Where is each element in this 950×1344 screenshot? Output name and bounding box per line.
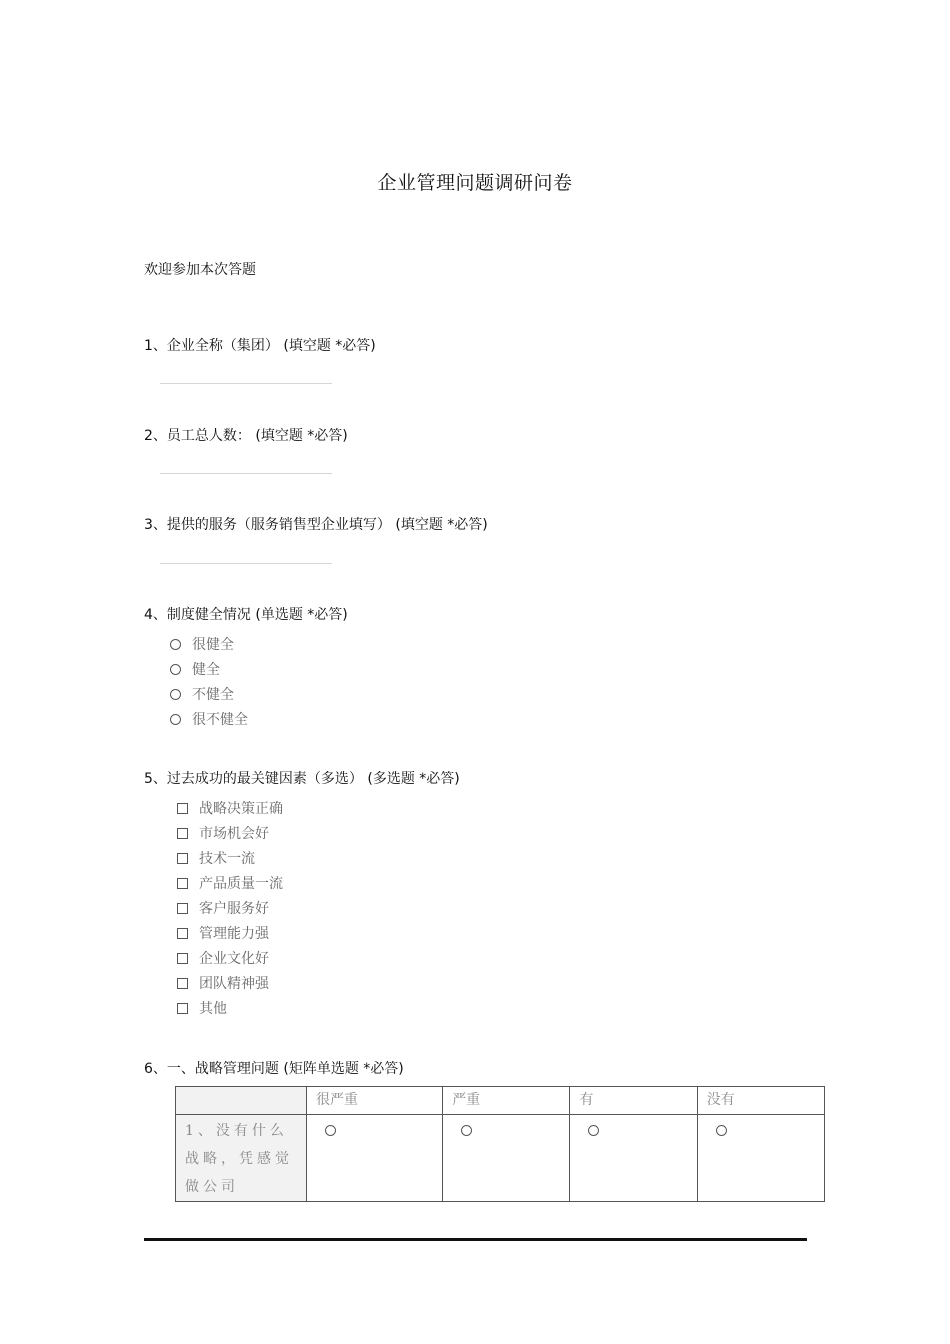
radio-option[interactable]	[170, 633, 248, 658]
radio-circle-icon[interactable]	[716, 1125, 727, 1136]
checkbox-option[interactable]	[177, 972, 283, 997]
checkbox-option-label: 管理能力强	[199, 926, 269, 942]
checkbox-icon[interactable]	[177, 828, 188, 839]
radio-option[interactable]	[170, 658, 248, 683]
matrix-column-header: 严重	[443, 1087, 570, 1115]
checkbox-icon[interactable]	[177, 953, 188, 964]
radio-circle-icon[interactable]	[170, 639, 181, 650]
question-4-label: 4、制度健全情况 (单选题 *必答)	[144, 607, 348, 623]
checkbox-option-label: 战略决策正确	[199, 801, 283, 817]
matrix-corner-cell	[176, 1087, 307, 1115]
footer-divider	[144, 1238, 807, 1241]
checkbox-option[interactable]	[177, 847, 283, 872]
radio-circle-icon[interactable]	[588, 1125, 599, 1136]
radio-circle-icon[interactable]	[170, 664, 181, 675]
checkbox-option[interactable]	[177, 997, 283, 1022]
radio-circle-icon[interactable]	[461, 1125, 472, 1136]
question-2-label: 2、员工总人数： (填空题 *必答)	[144, 428, 348, 444]
radio-option-label: 很不健全	[192, 712, 248, 728]
question-5-options	[177, 797, 283, 1022]
checkbox-option-label: 团队精神强	[199, 976, 269, 992]
survey-title: 企业管理问题调研问卷	[377, 172, 573, 194]
radio-option-label: 健全	[192, 662, 220, 678]
radio-option-label: 很健全	[192, 637, 234, 653]
radio-circle-icon[interactable]	[170, 689, 181, 700]
checkbox-option-label: 其他	[199, 1001, 227, 1017]
radio-option-label: 不健全	[192, 687, 234, 703]
checkbox-option[interactable]	[177, 822, 283, 847]
checkbox-icon[interactable]	[177, 1003, 188, 1014]
checkbox-option-label: 客户服务好	[199, 901, 269, 917]
radio-option[interactable]	[170, 683, 248, 708]
matrix-column-header: 没有	[697, 1087, 824, 1115]
checkbox-option-label: 技术一流	[199, 851, 255, 867]
matrix-table	[175, 1086, 825, 1202]
question-3-input[interactable]	[160, 563, 332, 564]
question-5-label: 5、过去成功的最关键因素（多选） (多选题 *必答)	[144, 771, 460, 787]
question-6-label: 6、一、战略管理问题 (矩阵单选题 *必答)	[144, 1061, 404, 1077]
radio-circle-icon[interactable]	[325, 1125, 336, 1136]
question-1-input[interactable]	[160, 383, 332, 384]
checkbox-option-label: 企业文化好	[199, 951, 269, 967]
checkbox-option[interactable]	[177, 797, 283, 822]
radio-option[interactable]	[170, 708, 248, 733]
matrix-column-header: 很严重	[307, 1087, 443, 1115]
matrix-row-label: 1、没有什么战略，凭感觉做公司	[176, 1115, 307, 1202]
checkbox-icon[interactable]	[177, 928, 188, 939]
checkbox-option-label: 产品质量一流	[199, 876, 283, 892]
checkbox-option[interactable]	[177, 897, 283, 922]
matrix-header-row	[176, 1087, 825, 1115]
checkbox-icon[interactable]	[177, 803, 188, 814]
matrix-cell	[570, 1115, 697, 1202]
checkbox-option[interactable]	[177, 922, 283, 947]
question-4-options	[170, 633, 248, 733]
radio-circle-icon[interactable]	[170, 714, 181, 725]
matrix-cell	[697, 1115, 824, 1202]
question-3-label: 3、提供的服务（服务销售型企业填写） (填空题 *必答)	[144, 517, 488, 533]
matrix-cell	[443, 1115, 570, 1202]
checkbox-icon[interactable]	[177, 978, 188, 989]
question-2-input[interactable]	[160, 473, 332, 474]
question-1-label: 1、企业全称（集团） (填空题 *必答)	[144, 338, 376, 354]
matrix-column-header: 有	[570, 1087, 697, 1115]
checkbox-icon[interactable]	[177, 903, 188, 914]
checkbox-option-label: 市场机会好	[199, 826, 269, 842]
matrix-cell	[307, 1115, 443, 1202]
checkbox-option[interactable]	[177, 947, 283, 972]
survey-intro: 欢迎参加本次答题	[144, 262, 256, 278]
matrix-row	[176, 1115, 825, 1202]
checkbox-icon[interactable]	[177, 878, 188, 889]
checkbox-option[interactable]	[177, 872, 283, 897]
checkbox-icon[interactable]	[177, 853, 188, 864]
